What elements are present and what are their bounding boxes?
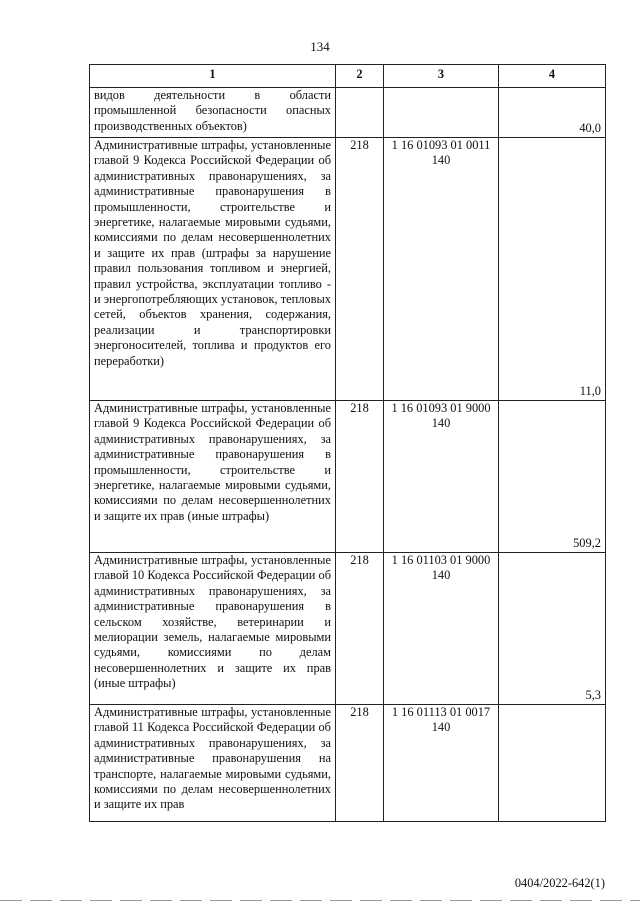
row-kbk-code: 1 16 01093 01 9000 140 <box>384 401 499 553</box>
column-header-1: 1 <box>90 65 336 88</box>
row-kbk-code: 1 16 01093 01 0011 140 <box>384 138 499 401</box>
row-description: Административные штрафы, установленные главой 9 Кодекса Российской Федерации об административных правонарушениях, за административные правонарушения в промышленности, строительстве и энергетике, налагаемые мировыми судьями, комиссиями по делам несовершеннолетних и защите их прав (иные штрафы) <box>90 401 336 553</box>
table-header-row <box>90 65 606 88</box>
row-amount: 40,0 <box>499 88 606 138</box>
row-amount: 11,0 <box>499 138 606 401</box>
row-amount: 5,3 <box>499 553 606 705</box>
row-admin-code: 218 <box>336 138 384 401</box>
document-code: 0404/2022-642(1) <box>514 876 605 890</box>
row-amount <box>499 705 606 822</box>
row-admin-code: 218 <box>336 401 384 553</box>
page-number: 134 <box>310 39 330 54</box>
row-kbk-code: 1 16 01103 01 9000 140 <box>384 553 499 705</box>
row-amount: 509,2 <box>499 401 606 553</box>
table-row <box>90 705 606 822</box>
row-description: Административные штрафы, установленные главой 11 Кодекса Российской Федерации об административных правонарушениях, за административные правонарушения на транспорте, налагаемые мировыми судьями, комиссиями по делам несовершеннолетних и защите их прав <box>90 705 336 822</box>
scan-edge-divider <box>0 900 640 901</box>
row-description: видов деятельности в области промышленной безопасности опасных производственных объектов) <box>90 88 336 138</box>
row-kbk-code <box>384 88 499 138</box>
row-admin-code: 218 <box>336 553 384 705</box>
table-row <box>90 401 606 553</box>
table-row <box>90 553 606 705</box>
row-kbk-code: 1 16 01113 01 0017 140 <box>384 705 499 822</box>
row-description: Административные штрафы, установленные главой 9 Кодекса Российской Федерации об административных правонарушениях, за административные правонарушения в промышленности, строительстве и энергетике, налагаемые мировыми судьями, комиссиями по делам несовершеннолетних и защите их прав (штрафы за нарушение правил пользования топливом и энергией, правил устройства, эксплуатации топливо - и энергопотребляющих установок, тепловых сетей, объектов хранения, содержания, реализации и транспортировки энергоносителей, топлива и продуктов его переработки) <box>90 138 336 401</box>
row-description: Административные штрафы, установленные главой 10 Кодекса Российской Федерации об административных правонарушениях, за административные правонарушения в сельском хозяйстве, ветеринарии и мелиорации земель, налагаемые мировыми судьями, комиссиями по делам несовершеннолетних и защите их прав (иные штрафы) <box>90 553 336 705</box>
column-header-2: 2 <box>336 65 384 88</box>
table-row <box>90 138 606 401</box>
column-header-4: 4 <box>499 65 606 88</box>
revenue-table <box>89 64 606 822</box>
row-admin-code <box>336 88 384 138</box>
row-admin-code: 218 <box>336 705 384 822</box>
table-row <box>90 88 606 138</box>
column-header-3: 3 <box>384 65 499 88</box>
